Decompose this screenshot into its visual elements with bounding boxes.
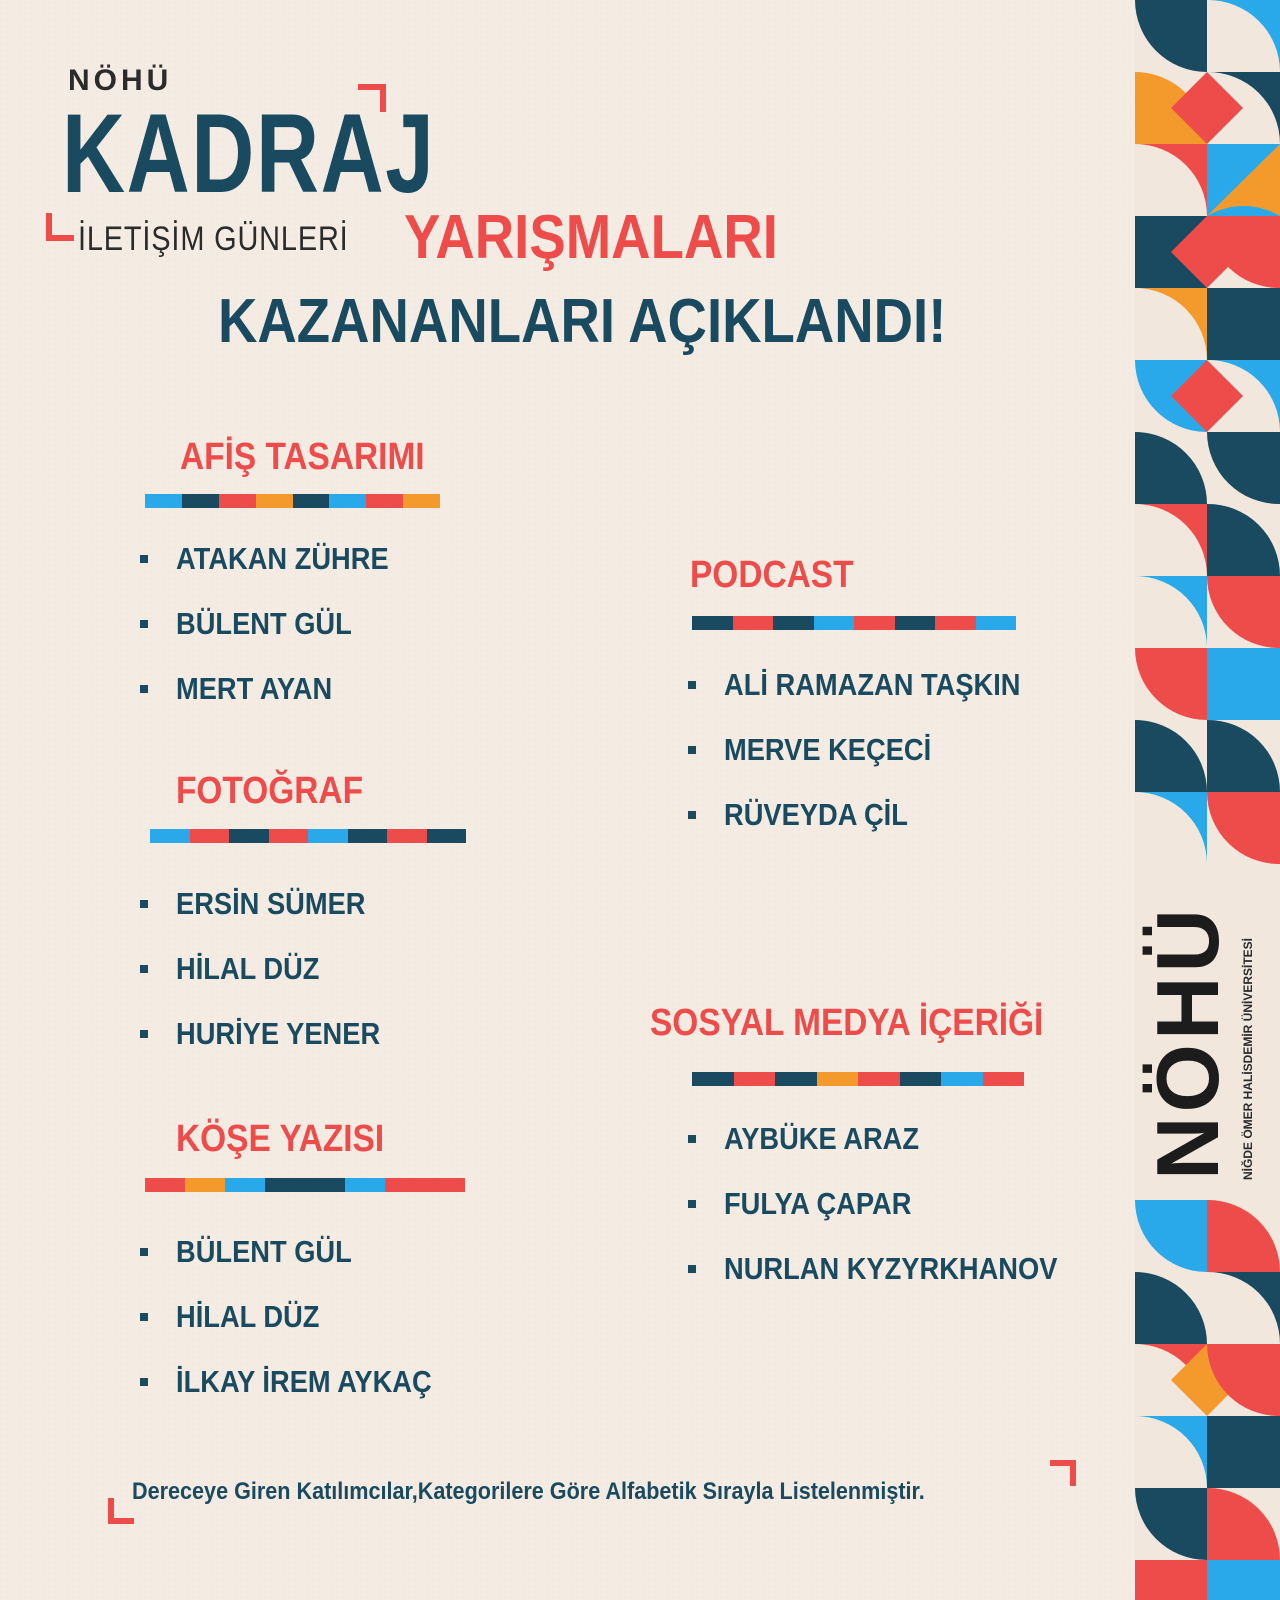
category-strip-afis bbox=[145, 494, 440, 508]
logo-top-text: NÖHÜ bbox=[68, 64, 173, 97]
brand-full-name: NİĞDE ÖMER HALİSDEMİR ÜNİVERSİTESİ bbox=[1241, 937, 1255, 1180]
bullet-icon bbox=[140, 555, 148, 563]
list-item bbox=[140, 871, 408, 936]
winner-name: MERVE KEÇECİ bbox=[724, 731, 932, 767]
logo-main-text: KADRAJ bbox=[62, 91, 436, 216]
bullet-icon bbox=[688, 681, 696, 689]
category-strip-fotograf bbox=[150, 829, 466, 843]
winner-name: İLKAY İREM AYKAÇ bbox=[176, 1363, 432, 1399]
category-title-podcast: PODCAST bbox=[690, 554, 854, 596]
list-item bbox=[140, 1284, 467, 1349]
bullet-icon bbox=[140, 965, 148, 973]
category-strip-sosyal-medya bbox=[692, 1072, 1024, 1086]
university-brand bbox=[1138, 880, 1271, 1180]
name-list-podcast bbox=[688, 652, 1061, 847]
bullet-icon bbox=[140, 1313, 148, 1321]
list-item bbox=[140, 656, 418, 721]
bullet-icon bbox=[688, 1135, 696, 1143]
list-item bbox=[688, 1106, 1103, 1171]
winner-name: MERT AYAN bbox=[176, 670, 333, 706]
winner-name: RÜVEYDA ÇİL bbox=[724, 796, 908, 832]
decorative-pattern-column bbox=[1135, 0, 1280, 1600]
list-item bbox=[688, 652, 1061, 717]
winner-name: FULYA ÇAPAR bbox=[724, 1185, 912, 1221]
footer-bracket-bottom-left bbox=[108, 1498, 134, 1524]
list-item bbox=[688, 717, 1061, 782]
list-item bbox=[140, 526, 418, 591]
bullet-icon bbox=[140, 900, 148, 908]
winner-name: ATAKAN ZÜHRE bbox=[176, 540, 389, 576]
bullet-icon bbox=[688, 1265, 696, 1273]
bullet-icon bbox=[140, 1030, 148, 1038]
winner-name: NURLAN KYZYRKHANOV bbox=[724, 1250, 1058, 1286]
winner-name: HİLAL DÜZ bbox=[176, 950, 320, 986]
bullet-icon bbox=[688, 746, 696, 754]
kadraj-logo bbox=[48, 58, 436, 268]
list-item bbox=[140, 1001, 408, 1066]
list-item bbox=[688, 1171, 1103, 1236]
logo-subtitle: İLETİŞİM GÜNLERİ bbox=[78, 220, 349, 258]
winner-name: AYBÜKE ARAZ bbox=[724, 1120, 920, 1156]
category-title-sosyal-medya: SOSYAL MEDYA İÇERİĞİ bbox=[650, 1002, 1044, 1044]
bullet-icon bbox=[140, 1248, 148, 1256]
list-item bbox=[140, 936, 408, 1001]
category-title-fotograf: FOTOĞRAF bbox=[176, 770, 364, 812]
bullet-icon bbox=[688, 811, 696, 819]
name-list-kose-yazisi bbox=[140, 1219, 467, 1414]
footer-note: Dereceye Giren Katılımcılar,Kategorilere Göre Alfabetik Sırayla Listelenmiştir. bbox=[132, 1478, 925, 1505]
winner-name: ALİ RAMAZAN TAŞKIN bbox=[724, 666, 1021, 702]
bullet-icon bbox=[688, 1200, 696, 1208]
category-title-afis: AFİŞ TASARIMI bbox=[180, 436, 425, 478]
winner-name: ERSİN SÜMER bbox=[176, 885, 366, 921]
footer-bracket-top-right bbox=[1050, 1460, 1076, 1486]
winner-name: HURİYE YENER bbox=[176, 1015, 381, 1051]
headline-line-1: YARIŞMALARI bbox=[404, 203, 778, 272]
list-item bbox=[140, 591, 418, 656]
winner-name: BÜLENT GÜL bbox=[176, 605, 352, 641]
category-strip-kose-yazisi bbox=[145, 1178, 465, 1192]
name-list-afis bbox=[140, 526, 418, 721]
name-list-fotograf bbox=[140, 871, 408, 1066]
category-title-kose-yazisi: KÖŞE YAZISI bbox=[176, 1118, 385, 1160]
winner-name: HİLAL DÜZ bbox=[176, 1298, 320, 1334]
name-list-sosyal-medya bbox=[688, 1106, 1103, 1301]
list-item bbox=[140, 1219, 467, 1284]
bullet-icon bbox=[140, 620, 148, 628]
list-item bbox=[688, 1236, 1103, 1301]
list-item bbox=[140, 1349, 467, 1414]
winner-name: BÜLENT GÜL bbox=[176, 1233, 352, 1269]
list-item bbox=[688, 782, 1061, 847]
category-strip-podcast bbox=[692, 616, 1016, 630]
logo-bracket-bottom-left bbox=[46, 213, 74, 241]
brand-name: NÖHÜ bbox=[1138, 904, 1237, 1180]
headline-line-2: KAZANANLARI AÇIKLANDI! bbox=[218, 287, 947, 356]
bullet-icon bbox=[140, 685, 148, 693]
bullet-icon bbox=[140, 1378, 148, 1386]
